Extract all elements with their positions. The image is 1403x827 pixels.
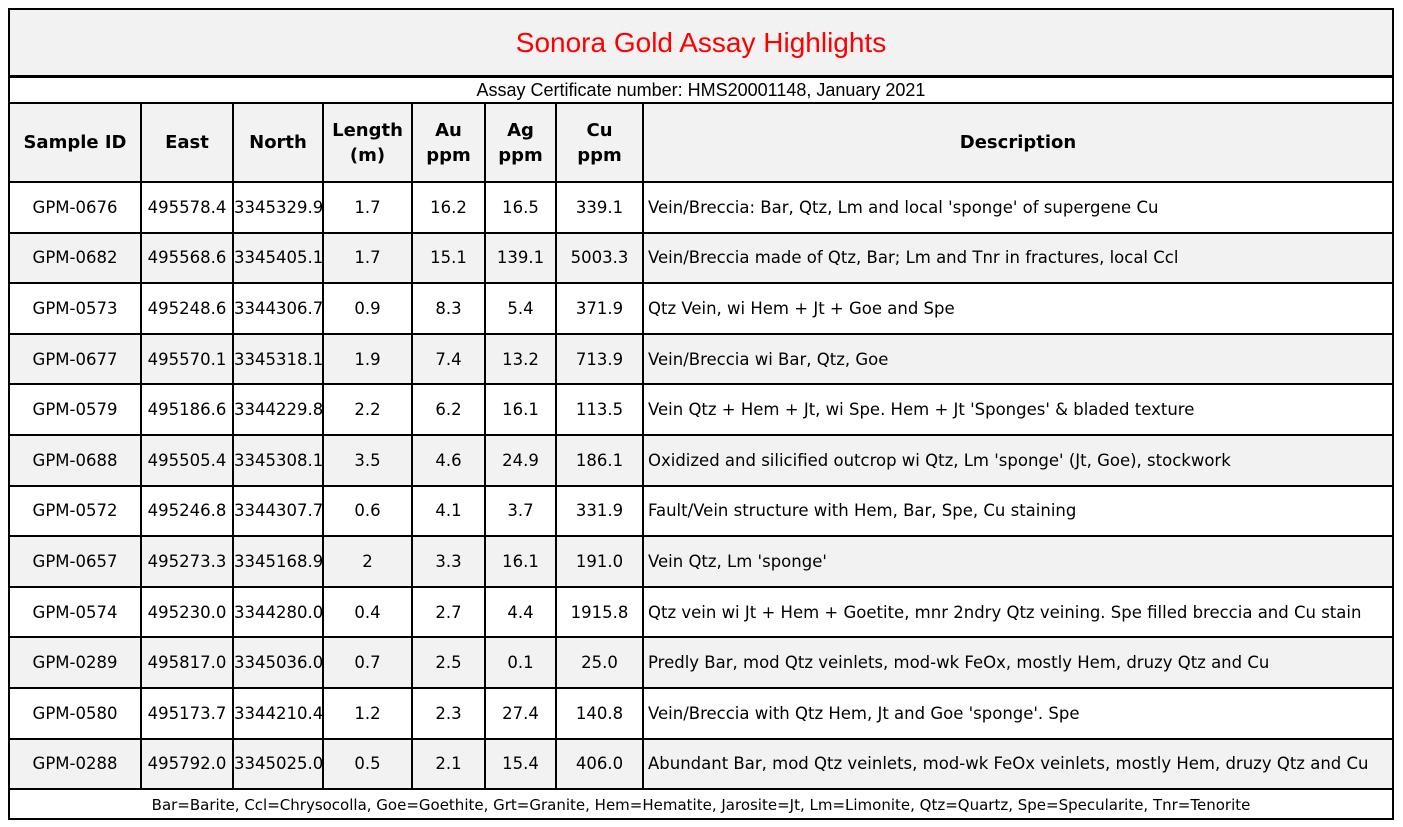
table-row [10, 334, 1392, 385]
cell-north: 3344306.7 [233, 283, 323, 334]
cell-au: 2.7 [412, 587, 485, 638]
cell-sample-id: GPM-0580 [10, 688, 141, 739]
table-row [10, 486, 1392, 537]
table-row [10, 182, 1392, 233]
cell-cu: 713.9 [556, 334, 643, 385]
cell-north: 3345405.1 [233, 233, 323, 284]
cell-au: 2.5 [412, 637, 485, 688]
table-row [10, 637, 1392, 688]
cell-sample-id: GPM-0573 [10, 283, 141, 334]
cell-east: 495505.4 [141, 435, 233, 486]
cell-east: 495578.4 [141, 182, 233, 233]
table-row [10, 536, 1392, 587]
cell-description: Qtz Vein, wi Hem + Jt + Goe and Spe [643, 283, 1392, 334]
certificate-text: Assay Certificate number: HMS20001148, January 2021 [476, 79, 926, 100]
cell-cu: 191.0 [556, 536, 643, 587]
cell-length: 1.7 [323, 233, 412, 284]
cell-au: 16.2 [412, 182, 485, 233]
cell-ag: 27.4 [485, 688, 556, 739]
cell-north: 3344307.7 [233, 486, 323, 537]
cell-east: 495570.1 [141, 334, 233, 385]
cell-length: 0.6 [323, 486, 412, 537]
cell-sample-id: GPM-0289 [10, 637, 141, 688]
cell-north: 3344280.0 [233, 587, 323, 638]
cell-east: 495792.0 [141, 739, 233, 790]
cell-ag: 16.1 [485, 536, 556, 587]
cell-east: 495248.6 [141, 283, 233, 334]
cell-cu: 5003.3 [556, 233, 643, 284]
cell-description: Vein Qtz + Hem + Jt, wi Spe. Hem + Jt 'Sponges' & bladed texture [643, 384, 1392, 435]
table-row [10, 587, 1392, 638]
cell-east: 495273.3 [141, 536, 233, 587]
cell-ag: 139.1 [485, 233, 556, 284]
col-header-sample-id: Sample ID [10, 104, 141, 182]
cell-sample-id: GPM-0688 [10, 435, 141, 486]
cell-sample-id: GPM-0676 [10, 182, 141, 233]
cell-cu: 25.0 [556, 637, 643, 688]
cell-ag: 0.1 [485, 637, 556, 688]
cell-sample-id: GPM-0574 [10, 587, 141, 638]
cell-ag: 16.1 [485, 384, 556, 435]
cell-sample-id: GPM-0677 [10, 334, 141, 385]
page-title: Sonora Gold Assay Highlights [515, 26, 887, 58]
cell-ag: 4.4 [485, 587, 556, 638]
cell-au: 6.2 [412, 384, 485, 435]
col-header-cu: Cu ppm [556, 104, 643, 182]
cell-north: 3345329.9 [233, 182, 323, 233]
cell-description: Oxidized and silicified outcrop wi Qtz, Lm 'sponge' (Jt, Goe), stockwork [643, 435, 1392, 486]
cell-description: Vein Qtz, Lm 'sponge' [643, 536, 1392, 587]
table-row [10, 283, 1392, 334]
cell-sample-id: GPM-0657 [10, 536, 141, 587]
cell-north: 3344229.8 [233, 384, 323, 435]
cell-length: 0.7 [323, 637, 412, 688]
cell-ag: 16.5 [485, 182, 556, 233]
col-header-ag: Ag ppm [485, 104, 556, 182]
table-row [10, 233, 1392, 284]
cell-length: 0.4 [323, 587, 412, 638]
cell-ag: 15.4 [485, 739, 556, 790]
cell-sample-id: GPM-0288 [10, 739, 141, 790]
assay-sheet [8, 8, 1394, 820]
cell-description: Predly Bar, mod Qtz veinlets, mod-wk FeOx, mostly Hem, druzy Qtz and Cu [643, 637, 1392, 688]
col-header-east: East [141, 104, 233, 182]
cell-au: 2.3 [412, 688, 485, 739]
table-row [10, 384, 1392, 435]
cell-au: 4.1 [412, 486, 485, 537]
cell-north: 3345168.9 [233, 536, 323, 587]
cell-length: 0.5 [323, 739, 412, 790]
cell-au: 7.4 [412, 334, 485, 385]
col-header-description: Description [643, 104, 1392, 182]
cell-length: 1.7 [323, 182, 412, 233]
title-bar [10, 10, 1392, 78]
cell-length: 3.5 [323, 435, 412, 486]
cell-east: 495246.8 [141, 486, 233, 537]
cell-sample-id: GPM-0572 [10, 486, 141, 537]
cell-description: Abundant Bar, mod Qtz veinlets, mod-wk FeOx veinlets, mostly Hem, druzy Qtz and Cu [643, 739, 1392, 790]
cell-north: 3345025.0 [233, 739, 323, 790]
cell-description: Qtz vein wi Jt + Hem + Goetite, mnr 2ndry Qtz veining. Spe filled breccia and Cu stain [643, 587, 1392, 638]
cell-au: 3.3 [412, 536, 485, 587]
cell-description: Vein/Breccia made of Qtz, Bar; Lm and Tnr in fractures, local Ccl [643, 233, 1392, 284]
cell-east: 495173.7 [141, 688, 233, 739]
cell-length: 0.9 [323, 283, 412, 334]
abbreviation-legend [10, 790, 1392, 820]
cell-ag: 24.9 [485, 435, 556, 486]
table-row [10, 739, 1392, 790]
cell-description: Vein/Breccia: Bar, Qtz, Lm and local 'sponge' of supergene Cu [643, 182, 1392, 233]
cell-length: 2.2 [323, 384, 412, 435]
cell-cu: 371.9 [556, 283, 643, 334]
cell-north: 3345036.0 [233, 637, 323, 688]
col-header-length: Length (m) [323, 104, 412, 182]
cell-au: 4.6 [412, 435, 485, 486]
cell-length: 1.9 [323, 334, 412, 385]
cell-description: Vein/Breccia wi Bar, Qtz, Goe [643, 334, 1392, 385]
certificate-line [10, 78, 1392, 104]
cell-ag: 3.7 [485, 486, 556, 537]
cell-north: 3344210.4 [233, 688, 323, 739]
cell-cu: 339.1 [556, 182, 643, 233]
cell-length: 2 [323, 536, 412, 587]
cell-cu: 331.9 [556, 486, 643, 537]
cell-length: 1.2 [323, 688, 412, 739]
cell-cu: 1915.8 [556, 587, 643, 638]
cell-description: Fault/Vein structure with Hem, Bar, Spe, Cu staining [643, 486, 1392, 537]
table-row [10, 435, 1392, 486]
cell-east: 495230.0 [141, 587, 233, 638]
cell-cu: 113.5 [556, 384, 643, 435]
header-row [10, 104, 1392, 182]
table-row [10, 688, 1392, 739]
cell-au: 15.1 [412, 233, 485, 284]
assay-table [10, 104, 1392, 790]
cell-sample-id: GPM-0682 [10, 233, 141, 284]
cell-east: 495568.6 [141, 233, 233, 284]
cell-east: 495817.0 [141, 637, 233, 688]
cell-ag: 13.2 [485, 334, 556, 385]
cell-cu: 140.8 [556, 688, 643, 739]
col-header-north: North [233, 104, 323, 182]
cell-cu: 406.0 [556, 739, 643, 790]
cell-au: 2.1 [412, 739, 485, 790]
cell-ag: 5.4 [485, 283, 556, 334]
cell-north: 3345308.1 [233, 435, 323, 486]
legend-text: Bar=Barite, Ccl=Chrysocolla, Goe=Goethite, Grt=Granite, Hem=Hematite, Jarosite=Jt, Lm=Limonite, Qtz=Quartz, Spe=Specularite, Tnr=Tenorite [151, 796, 1251, 815]
cell-description: Vein/Breccia with Qtz Hem, Jt and Goe 'sponge'. Spe [643, 688, 1392, 739]
cell-au: 8.3 [412, 283, 485, 334]
col-header-au: Au ppm [412, 104, 485, 182]
cell-east: 495186.6 [141, 384, 233, 435]
cell-sample-id: GPM-0579 [10, 384, 141, 435]
cell-cu: 186.1 [556, 435, 643, 486]
cell-north: 3345318.1 [233, 334, 323, 385]
